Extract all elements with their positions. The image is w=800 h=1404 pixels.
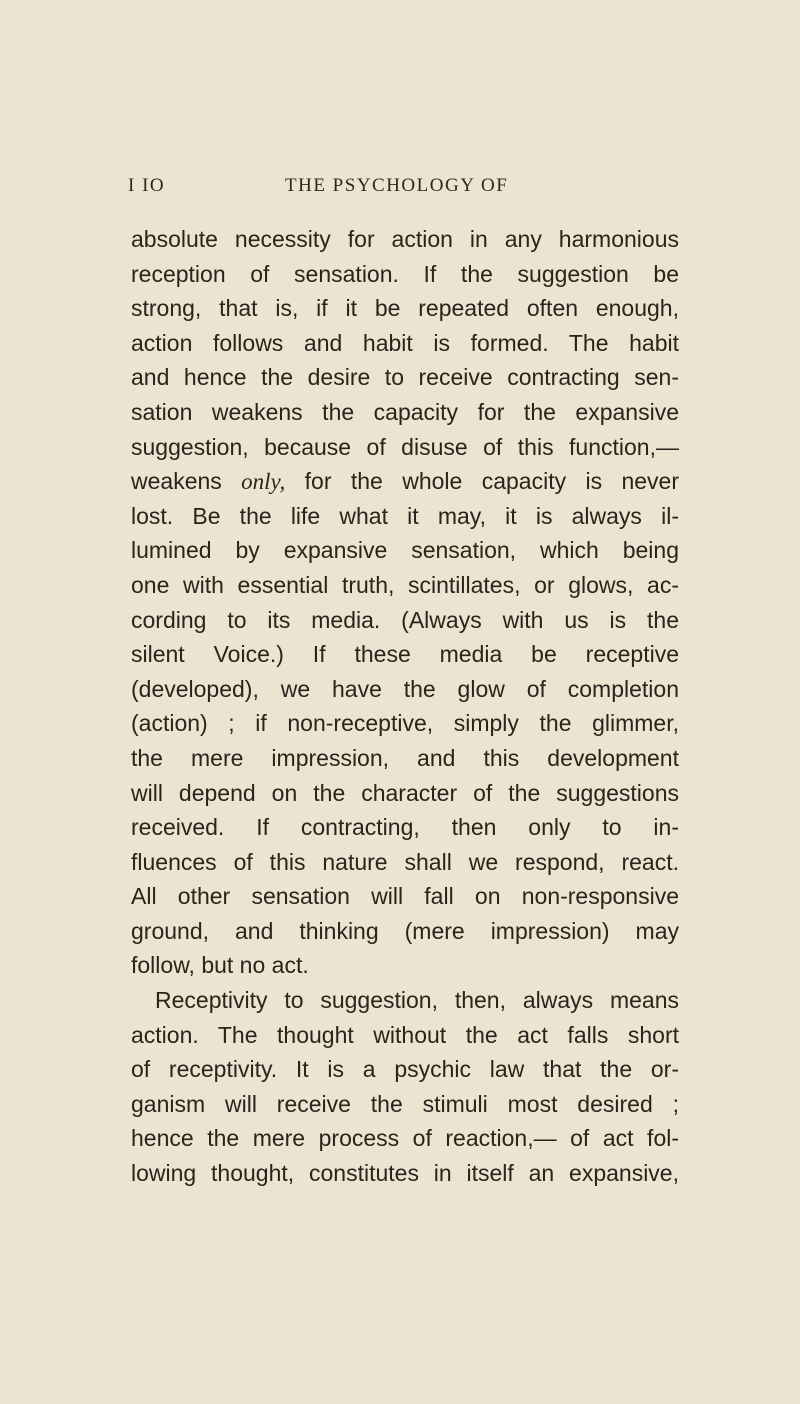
text-line: will depend on the character of the suggestions: [131, 779, 679, 806]
running-header: [128, 175, 588, 205]
text-line: [131, 464, 679, 499]
text-line: the mere impression, and this development: [131, 744, 679, 771]
text-line: strong, that is, if it be repeated often enough,: [131, 295, 679, 322]
text-run: weakens: [131, 468, 222, 495]
text-line: action follows and habit is formed. The habit: [131, 329, 679, 356]
text-line: absolute necessity for action in any harmonious: [131, 226, 679, 252]
page-number: I IO: [128, 175, 166, 196]
text-run: for the whole capacity is never: [304, 468, 679, 495]
text-line: action. The thought without the act falls short: [131, 1021, 679, 1048]
text-line: fluences of this nature shall we respond, react.: [131, 848, 679, 875]
text-line: lost. Be the life what it may, it is always il-: [131, 502, 679, 529]
text-line: sation weakens the capacity for the expansive: [131, 398, 679, 425]
text-line: cording to its media. (Always with us is the: [131, 606, 679, 633]
text-line: received. If contracting, then only to in-: [131, 814, 679, 841]
text-line: ganism will receive the stimuli most desired ;: [131, 1090, 679, 1117]
text-line: of receptivity. It is a psychic law that the or-: [131, 1056, 679, 1083]
text-line: Receptivity to suggestion, then, always means: [155, 987, 679, 1014]
text-line: and hence the desire to receive contracting sen-: [131, 364, 679, 391]
text-line: All other sensation will fall on non-responsive: [131, 883, 679, 910]
text-line: lowing thought, constitutes in itself an expansive,: [131, 1160, 679, 1187]
text-line: (developed), we have the glow of completion: [131, 675, 679, 702]
text-line: suggestion, because of disuse of this function,—: [131, 433, 679, 460]
text-line: follow, but no act.: [131, 952, 309, 979]
italic-emphasis: only,: [241, 469, 286, 495]
text-line: one with essential truth, scintillates, or glows, ac-: [131, 571, 679, 598]
text-line: silent Voice.) If these media be receptive: [131, 641, 679, 668]
text-line: hence the mere process of reaction,— of act fol-: [131, 1125, 679, 1152]
text-line: lumined by expansive sensation, which being: [131, 537, 679, 564]
running-title: THE PSYCHOLOGY OF: [285, 175, 509, 196]
text-line: ground, and thinking (mere impression) may: [131, 917, 679, 944]
text-line: (action) ; if non-receptive, simply the glimmer,: [131, 710, 679, 737]
text-line: reception of sensation. If the suggestion be: [131, 260, 679, 287]
body-text: [131, 222, 679, 1191]
